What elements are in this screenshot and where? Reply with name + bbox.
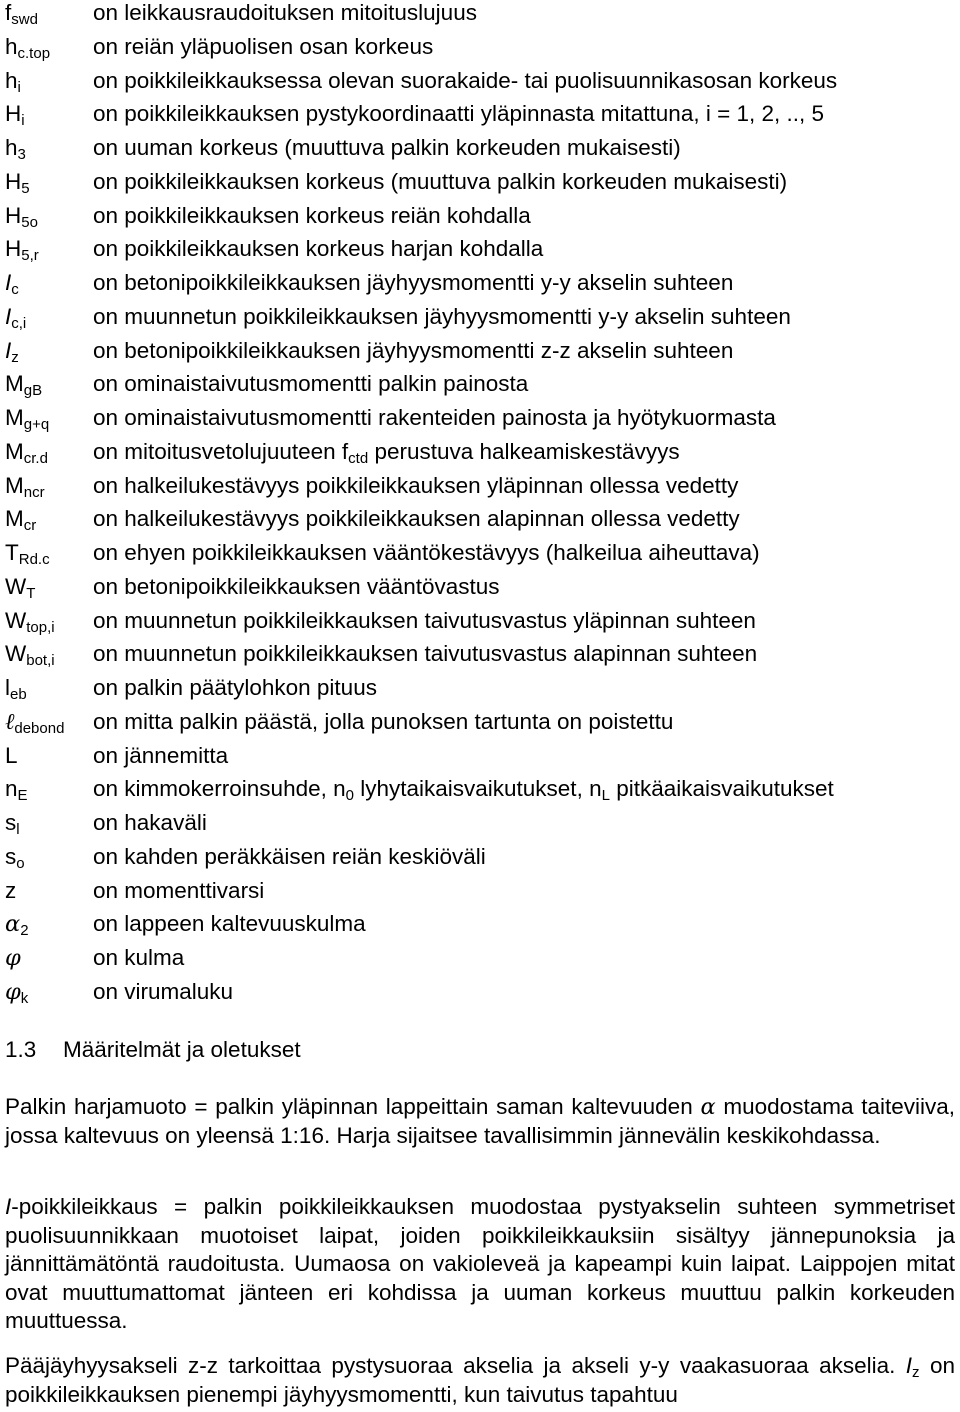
symbol: ℓ$_{debond}$ [5,708,65,737]
alpha-symbol: α [700,1094,716,1120]
symbol-row-so [5,844,955,878]
symbol-description: on halkeilukestävyys poikkileikkauksen yläpinnan ollessa vedetty [93,472,739,498]
symbol-description: on poikkileikkauksen korkeus harjan kohdalla [93,236,544,262]
symbol-row-Wboti [5,641,955,675]
symbol: $W_{top,i}$ [5,607,55,636]
symbol: $I_c$ [5,270,19,298]
symbol: $M_{gB}$ [5,371,43,400]
symbol-row-ldebond [5,709,955,743]
symbol: $W_T$ [5,573,36,602]
symbol-description: on poikkileikkauksen korkeus reiän kohdalla [93,202,531,228]
section-title: Määritelmät ja oletukset [63,1037,301,1062]
symbol: $M_{cr.d}$ [5,438,48,467]
symbol-row-Mgq [5,405,955,439]
symbol: $H_{5o}$ [5,202,38,231]
symbol-description: on mitoitusvetolujuuteen $f_{ctd}$ perustuva halkeamiskestävyys [93,438,680,467]
symbol: $H_5$ [5,168,30,197]
symbol: L [5,742,18,768]
symbol-row-Mcr [5,506,955,540]
section-number: 1.3 [5,1037,37,1062]
symbol-description: on palkin päätylohkon pituus [93,675,377,700]
symbol-row-H5 [5,169,955,203]
symbol: $h_i$ [5,67,21,96]
symbol: $M_{ncr}$ [5,472,45,501]
symbol: $I_z$ [5,337,19,366]
symbol-row-H5r [5,236,955,270]
symbol-row-fswd [5,0,955,34]
symbol-row-phi [5,945,955,979]
symbol-description: on betonipoikkileikkauksen vääntövastus [93,573,500,599]
symbol: $n_E$ [5,776,28,805]
symbol-description: on betonipoikkileikkauksen jäyhyysmomentti z-z akselin suhteen [93,337,734,363]
symbol: $I_{c,i}$ [5,303,27,332]
symbol-row-TRdc [5,540,955,574]
symbol-description: on kimmokerroinsuhde, $n_0$ lyhytaikaisvaikutukset, $n_L$ pitkäaikaisvaikutukset [93,776,834,805]
symbol-row-Hi [5,101,955,135]
symbol-row-Mncr [5,473,955,507]
symbol: $\alpha_2$ [5,911,29,940]
symbol-row-nE [5,776,955,810]
symbol-description: on halkeilukestävyys poikkileikkauksen alapinnan ollessa vedetty [93,506,740,532]
symbol-row-phik [5,979,955,1013]
symbol-description: on ominaistaivutusmomentti rakenteiden painosta ja hyötykuormasta [93,405,776,430]
symbol-description: on ominaistaivutusmomentti palkin painosta [93,371,529,397]
symbol-description: on kahden peräkkäisen reiän keskiöväli [93,843,486,869]
symbol-description: on poikkileikkauksen korkeus (muuttuva palkin korkeuden mukaisesti) [93,168,788,194]
symbol: $h_{c.top}$ [5,33,51,62]
symbol: $\varphi_k$ [5,978,29,1007]
symbol-row-hi [5,68,955,102]
symbol-description: on reiän yläpuolisen osan korkeus [93,33,434,59]
symbol: $f_{swd}$ [5,0,38,28]
symbol-description: on virumaluku [93,978,234,1004]
symbol-list [5,0,955,1013]
symbol-description: on ehyen poikkileikkauksen vääntökestävyys (halkeilua aiheuttava) [93,540,760,565]
symbol: φ [5,945,21,971]
symbol-description: on poikkileikkauksen pystykoordinaatti yläpinnasta mitattuna, i = 1, 2, .., 5 [93,101,825,127]
symbol-row-Ic [5,270,955,304]
symbol-row-Ici [5,304,955,338]
symbol-description: on kulma [93,945,185,970]
symbol-description: on lappeen kaltevuuskulma [93,911,366,937]
symbol-description: on uuman korkeus (muuttuva palkin korkeuden mukaisesti) [93,135,681,160]
section-heading [5,1037,301,1063]
symbol-description: on momenttivarsi [93,877,265,903]
symbol: $W_{bot,i}$ [5,641,55,670]
symbol-row-z [5,878,955,912]
symbol-description: on leikkausraudoituksen mitoituslujuus [93,0,477,25]
symbol-row-MgB [5,371,955,405]
symbol-description: on muunnetun poikkileikkauksen jäyhyysmomentti y-y akselin suhteen [93,303,791,329]
symbol-row-H5o [5,203,955,237]
symbol-row-Iz [5,338,955,372]
symbol: $l_{eb}$ [5,675,27,703]
symbol-row-h3 [5,135,955,169]
paragraph-i-section: I-poikkileikkaus = palkin poikkileikkauksen muodostaa pystyakselin suhteen symmetriset puolisuunnikkaan muotoiset laipat, joiden poikkileikkauksiin sisältyy jännepunoksia ja jännittämätöntä raudoitusta. Uumaosa on vakioleveä ja kapeampi kuin laipat. Laippojen mitat ovat muuttumattomat jänteen eri kohdissa ja uuman korkeus muuttuu palkin korkeuden muuttuessa. [5,1194,955,1334]
symbol-description: on jännemitta [93,742,229,768]
symbol: $s_o$ [5,843,25,872]
symbol: $h_3$ [5,135,26,163]
symbol-description: on muunnetun poikkileikkauksen taivutusvastus yläpinnan suhteen [93,607,756,633]
symbol: $s_l$ [5,810,20,838]
symbol: $H_{5,r}$ [5,236,39,265]
symbol: z [5,877,17,903]
symbol-description: on mitta palkin päästä, jolla punoksen tartunta on poistettu [93,708,674,734]
symbol: $H_i$ [5,101,25,130]
symbol-row-leb [5,675,955,709]
paragraph-principal-axis: Pääjäyhyysakseli z-z tarkoittaa pystysuoraa akselia ja akseli y-y vaakasuoraa akselia. $I_z$ on poikkileikkauksen pienempi jäyhyysmomentti, kun taivutus tapahtuu [5,1353,955,1407]
symbol-row-Mcrd [5,439,955,473]
symbol-row-alpha2 [5,911,955,945]
symbol: $T_{Rd.c}$ [5,540,50,568]
symbol-row-Wtopi [5,608,955,642]
symbol-description: on hakaväli [93,810,207,835]
symbol: $M_{g+q}$ [5,405,50,433]
symbol-row-hctop [5,34,955,68]
symbol-description: on poikkileikkauksessa olevan suorakaide- tai puolisuunnikasosan korkeus [93,67,838,93]
symbol-row-WT [5,574,955,608]
symbol: $M_{cr}$ [5,506,37,535]
paragraph-harjamuoto: Palkin harjamuoto = palkin yläpinnan lappeittain saman kaltevuuden α muodostama taiteviiva, jossa kaltevuus on yleensä 1:16. Harja sijaitsee tavallisimmin jännevälin keskikohdassa. [5,1094,955,1148]
symbol-description: on betonipoikkileikkauksen jäyhyysmomentti y-y akselin suhteen [93,270,734,295]
symbol-row-L [5,743,955,777]
symbol-row-sl [5,810,955,844]
symbol-description: on muunnetun poikkileikkauksen taivutusvastus alapinnan suhteen [93,641,758,667]
